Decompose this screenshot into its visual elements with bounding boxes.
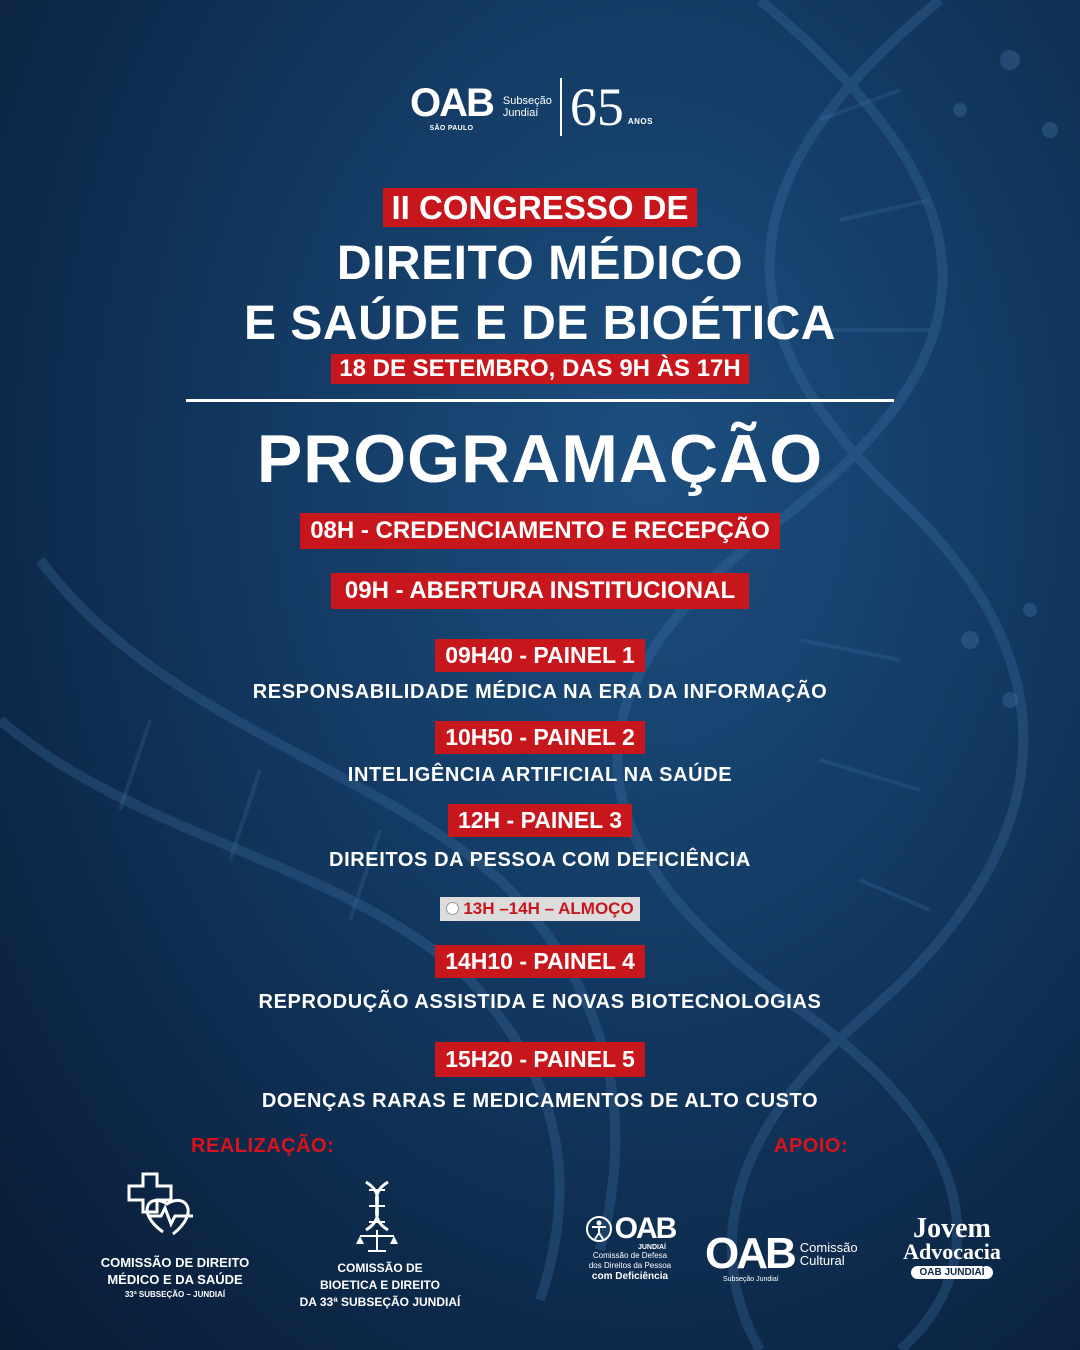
lunch-badge <box>440 897 639 921</box>
painel-4-tag: 14H10 - PAINEL 4 <box>435 945 645 978</box>
clock-icon <box>446 902 459 915</box>
deficiencia-commission-logo <box>580 1214 680 1283</box>
subsecao-label <box>503 95 552 119</box>
cultural-commission-logo <box>705 1229 875 1283</box>
bioetica-line3: DA 33ª SUBSEÇÃO JUNDIAÍ <box>299 1295 461 1309</box>
years-number: 65 <box>569 77 624 137</box>
jovem-line2: Advocacia <box>903 1239 1001 1264</box>
painel-2-subtitle: INTELIGÊNCIA ARTIFICIAL NA SAÚDE <box>347 764 733 786</box>
congress-tag: II CONGRESSO DE <box>383 188 696 227</box>
painel-2-tag: 10H50 - PAINEL 2 <box>435 721 645 754</box>
jovem-line1: Jovem <box>913 1213 991 1244</box>
cultural-line2: Cultural <box>799 1253 845 1268</box>
deficiencia-line2: dos Direitos da Pessoa <box>588 1261 672 1270</box>
bioetica-commission-logo <box>290 1260 470 1311</box>
dna-scales-icon <box>352 1180 402 1254</box>
deficiencia-city: JUNDIAÍ <box>637 1244 666 1251</box>
event-date-tag: 18 DE SETEMBRO, DAS 9H ÀS 17H <box>331 354 748 384</box>
accessibility-icon <box>585 1215 613 1243</box>
schedule-item-credenciamento: 08H - CREDENCIAMENTO E RECEPÇÃO <box>300 513 780 549</box>
cultural-line1: Comissão <box>799 1240 858 1255</box>
title-line2: E SAÚDE E DE BIOÉTICA <box>244 297 836 350</box>
apoio-label: APOIO: <box>774 1135 849 1157</box>
painel-5-subtitle: DOENÇAS RARAS E MEDICAMENTOS DE ALTO CUSTO <box>261 1090 819 1112</box>
logo-divider <box>560 78 562 136</box>
medico-line3: 33ª SUBSEÇÃO – JUNDIAÍ <box>124 1290 226 1299</box>
subsecao-line1: Subseção <box>502 95 552 107</box>
oab-sao-paulo-mark <box>410 80 493 132</box>
bioetica-line2: BIOETICA E DIREITO <box>319 1278 440 1292</box>
medico-line2: MÉDICO E DA SAÚDE <box>107 1272 243 1287</box>
realizacao-label: REALIZAÇÃO: <box>191 1135 335 1157</box>
painel-1-tag: 09H40 - PAINEL 1 <box>435 639 645 672</box>
painel-1-subtitle: RESPONSABILIDADE MÉDICA NA ERA DA INFORMAÇÃO <box>252 681 828 703</box>
title-line1: DIREITO MÉDICO <box>336 237 744 290</box>
heart-cross-icon <box>115 1172 211 1244</box>
bioetica-line1: COMISSÃO DE <box>337 1261 423 1275</box>
painel-4-subtitle: REPRODUÇÃO ASSISTIDA E NOVAS BIOTECNOLOGIAS <box>258 991 822 1013</box>
programacao-heading: PROGRAMAÇÃO <box>256 421 824 497</box>
painel-5-tag: 15H20 - PAINEL 5 <box>435 1042 645 1077</box>
medico-line1: COMISSÃO DE DIREITO <box>100 1255 250 1270</box>
title-divider <box>186 399 894 402</box>
cultural-sub: Subseção Jundiaí <box>723 1276 779 1283</box>
deficiencia-oab: OAB <box>614 1212 676 1245</box>
jovem-badge: OAB JUNDIAÍ <box>911 1266 992 1279</box>
medico-commission-logo <box>100 1254 250 1302</box>
subsecao-line2: Jundiaí <box>502 107 539 119</box>
deficiencia-line1: Comissão de Defesa <box>592 1251 668 1260</box>
anos-label: ANOS <box>627 117 653 126</box>
painel-3-tag: 12H - PAINEL 3 <box>448 804 632 837</box>
deficiencia-line3: com Deficiência <box>591 1271 669 1282</box>
oab-65-anos-logo <box>410 72 653 142</box>
jovem-advocacia-logo <box>884 1213 1020 1280</box>
oab-wordmark: OAB <box>410 80 493 125</box>
lunch-label: 13H –14H – ALMOÇO <box>463 899 634 918</box>
schedule-item-abertura: 09H - ABERTURA INSTITUCIONAL <box>331 573 749 609</box>
cultural-oab: OAB <box>705 1229 794 1278</box>
painel-3-subtitle: DIREITOS DA PESSOA COM DEFICIÊNCIA <box>329 849 751 871</box>
sao-paulo-label: SÃO PAULO <box>429 124 474 132</box>
